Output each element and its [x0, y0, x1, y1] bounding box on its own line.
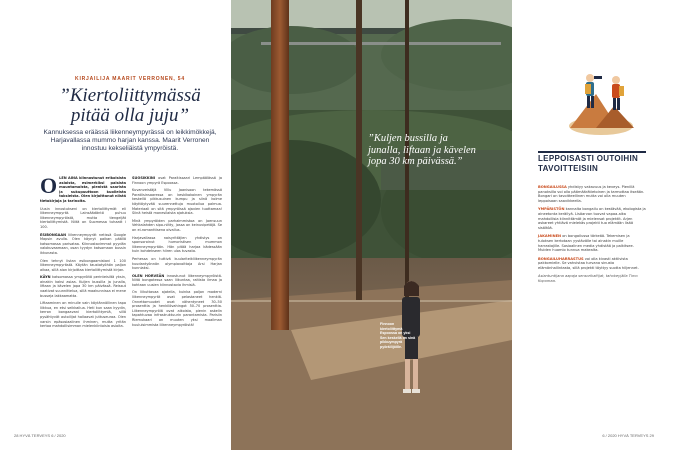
sidebar-credit: Asiantuntijana aapaja sensorikaltijat, tahokeyjälla Timo Kopomaa. [538, 274, 638, 283]
drop-cap: O [40, 173, 58, 198]
body-paragraph: Kuvanveistäjä Villu Jaanisoon tekemässä Paratiisinsaaressa on keskikokoinen ympyrän keskellä pikkusuinen kumpu ja siinä kolme käyttäytyvää suurennettuja muotoilua palmua. Materiaali on sitä ympyröissä ajavien tuottamaa! Siinä heistä monesilaista ajatuksia. [132, 188, 222, 216]
photo-illustration [231, 0, 512, 450]
body-column-2 [132, 176, 222, 330]
body-paragraph: On liikuttavaa ajatella, kuinka paljon moderni liikenneympyrät ovat pelastaneet henkiä. Onnettomuudet ovat vähentyneet 30–50 prosenttia ja henkilövahingot 50–70 prosenttia. Liikenneympyröiä ovat aikoista, pienin askelin tapahtuvaa infrastruktuurin parantamista. Parisiin Riemukaari on muuten yksi maailman kuuluisimmista liikenneympyröistä! [132, 290, 222, 327]
body-paragraph: Uusin innostukseni on kiertoliittymät eli liikenneympyrät. Lainsäädäntö puhuu liikenneympyröistä, mutta tiengeljät kiertoliittymistä. Niitä on Suomessa tuhaatt i 100. [40, 206, 126, 229]
body-paragraph: Minä ympyröiden parhaimmistoa on Joensuun Vehkalahden sipo-niitty, jossa on keinuvipetäjä. Se on ei-romanttisena oivallus. [132, 218, 222, 232]
body-paragraph: Harjavallassa naisyrittäjien yhdistys on sponsoroinut humoristisen mummon liikenneympyrään. Hän pitää harjaa kädessään kuin kohdekseen hiiren ulos tuvasta. [132, 235, 222, 254]
body-paragraph: Liftaaminen on minulle vain käytännöllinen tapa liikkua, en etsi seikkailua. Heti kun saan kyydin, kerron bongaavani kiertoliittymiä, sillä pysähtyvät autoilijat hallaavat juttuseuraa. Olen varsin epäsosiaalinen ihminen, mutta yritän kertoa mahdollisimman mielenkiintoisia asioita. [40, 301, 126, 329]
body-paragraph: OLEN HORVEÄN innostunut liikenneympyröistä. Niitä bongatessa saan liikuntaa, raitista ilmaa ja kohtaan uusien kiinnostavia ihmisiä. [132, 273, 222, 287]
lead-paragraph: Kannuksessa eräässä liikenneympyrässä on leikkimökkejä, Harjavallassa mummo harjan kanssa. Maarit Verronen innostuu kekseliäistä ympyröistä. [43, 129, 217, 152]
sidebar-item: YMPÄRISTÖN kannalta bongailu on kestävää, ekologista ja aineetonta keräilyä. Lisäarvon tuovat vapaa-aika mahdollisia kiinnittämät ja mielensat projektit. Arjen askareet yhtiävä mielekäs projekti tuo elämään lisää sisältöä. [538, 207, 646, 231]
sidebar-item: JAKAMINEN on bongailussa tärkeää. Tekemisen ja tuloksen kertotaan yystävälle tai ainakin muille harrastajille. Sosiaalinen media yhdistää ja palkitsee. Muiden huomio tunnua makealta. [538, 234, 634, 253]
kicker: KIRJAILIJA MAARIT VERRONEN, 54 [75, 76, 185, 82]
body-paragraph: SUOSIKKINI ovat Paraitissaari Lempäälässä ja Finnoon ympyrä Espoossa. [132, 176, 222, 185]
body-paragraph: OLEN AINA kiinnostunut erikoisista asioista, esimerkiksi paisista muuntamoista, pienistä saarista ja sukupuuttoon kuolleista taksieista. Olen kirjoittanut niistä tietokirjoja ja tarinoita. [40, 173, 126, 203]
feature-photo [231, 0, 512, 450]
body-paragraph: ESIBONGAAN liikenneympyrät netissä Google Mapsin avulla. Olen käynyt paikan päällä katsomassa parisataa. Kiinnostavimmat pyydän valokuvaamaan, osan tyydyn katsomaan bussin ikkunasta. [40, 232, 126, 255]
body-paragraph: Olen tehnyt listan esibongaamistani 1 100 liikenneympyrästä. Käytän taustatyöhön paljon aikaa, sillä aion kirjoittaa kiertoliittymistä kirjan. [40, 258, 126, 272]
body-paragraph: Perhessa on tuttivä kuulariteikliikenneympyrän kuudantyönnön olympiavoittaja Arsi Harjan kunniaksi. [132, 256, 222, 271]
sidebar-item: BONGAILUSSA yhdistyy vakavuus ja keveys. Pienillä panoksilla voi olla päämäärätietoinen ja tarmottaa itseään. Bongari on tavoitteellinen mutta voi olla muuten leppoisaan saavikkeella. [538, 185, 645, 204]
folio-right: 6 / 2020 HYVÄ TERVEYS 29 [602, 433, 654, 438]
pull-quote: ”Kuljen bussilla ja junalla, liftaan ja kävelen jopa 30 km päivässä.” [368, 133, 476, 167]
hikers-illustration-icon [566, 66, 636, 138]
folio-left: 28 HYVÄ TERVEYS 6 / 2020 [14, 433, 66, 438]
sidebar-title: LEPPOISASTI OUTOIHIN TAVOITTEISIIN [538, 154, 639, 173]
sidebar-item: BONGAILUHARRASTUS voi olla kivasti aktiivista pakkomielle. Se vahvistaa turvana sinusta elämänhallintasta, sillä projekti täyttyy suotta hiljennet. [538, 256, 639, 271]
sidebar-body [538, 185, 646, 287]
headline: ”Kiertoliittymässä pitää olla juju” [59, 85, 201, 126]
photo-caption: Finnoon kiertoliittymä Espoossa on yksi Sen keskellä on sinä pikkuympyrä pyöräilijöille. [380, 322, 416, 349]
body-paragraph: KÄYN katsomassa ympyröitä perinteisiltä yksin, ainakin kaksi asiaa. Kuljen bussilla ja junalla, liftaan ja kävelen jopa 30 km päivässä. Reissut vaativat suunnittelua, sillä maakunnissa ei mene busseja lakkaamatta. [40, 275, 126, 298]
sidebar-rule [538, 151, 646, 153]
body-column-1 [40, 173, 126, 332]
